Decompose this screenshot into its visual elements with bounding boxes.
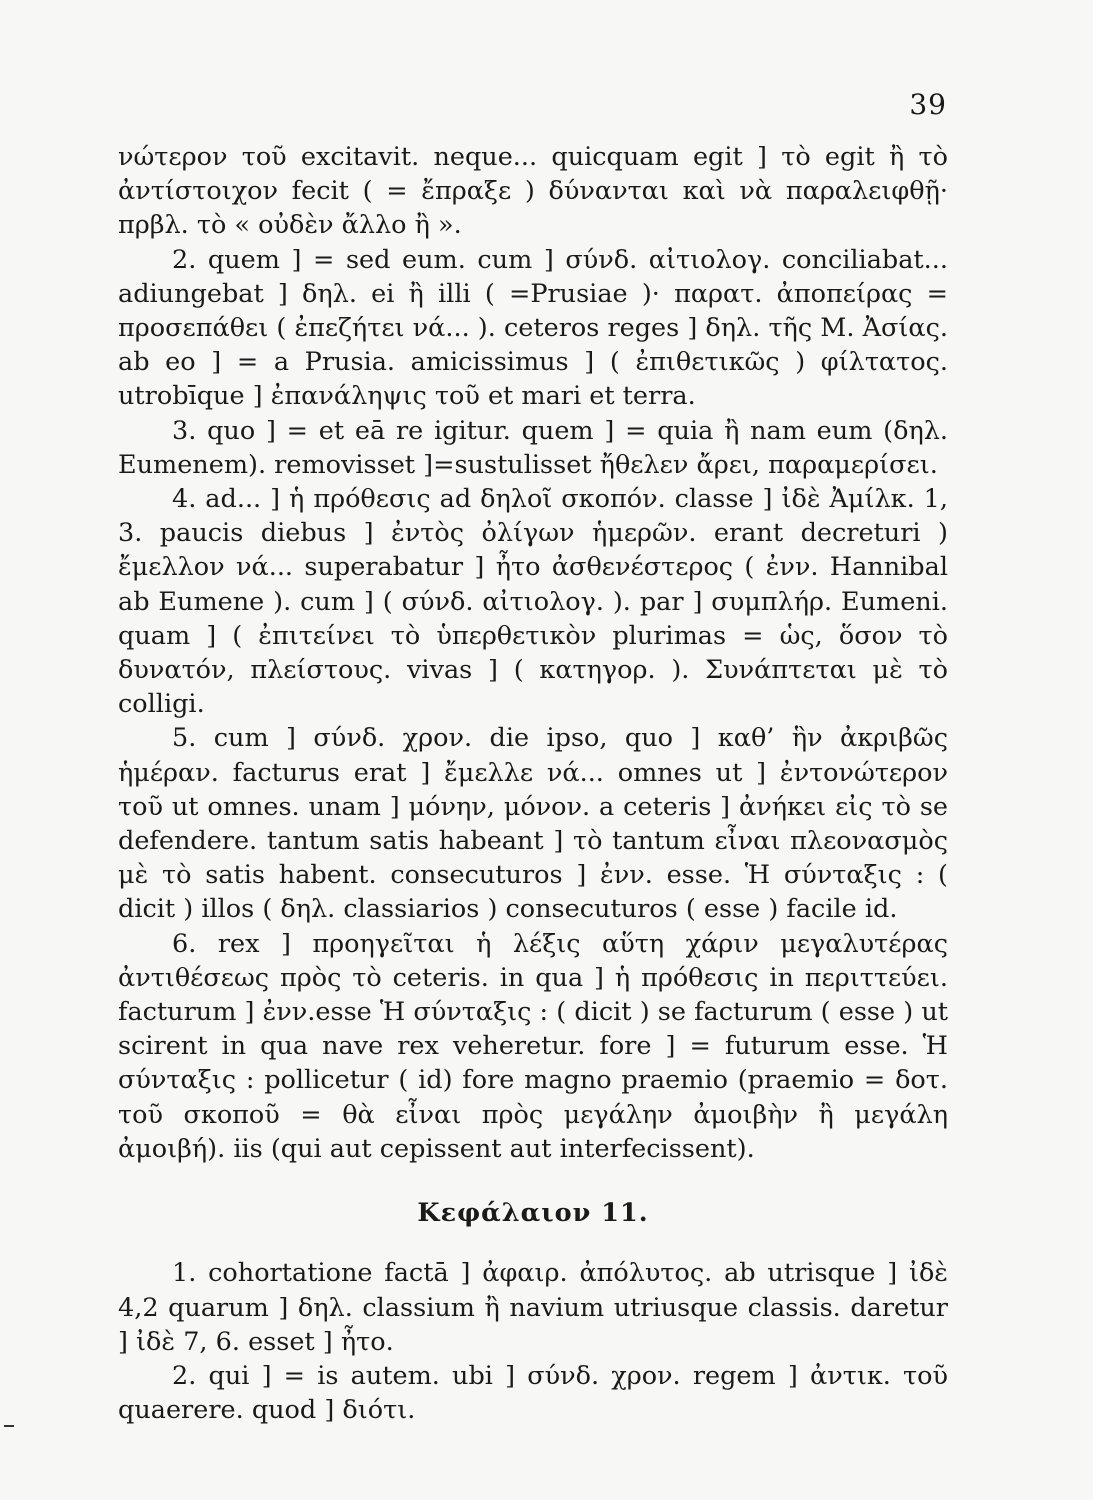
paragraph-note-5: 5. cum ] σύνδ. χρον. die ipso, quo ] καθ’ ἣν ἀκριβῶς ἡμέραν. facturus erat ] ἔμελλε νά... omnes ut ] ἐντονώτερον τοῦ ut omnes. unam ] μόνην, μόνον. a ceteris ] ἀνήκει εἰς τὸ se defendere. tantum satis habeant ] τὸ tantum εἶναι πλεονασμὸς μὲ τὸ satis habent. consecuturos ] ἐνν. esse. Ἡ σύνταξις : ( dicit ) illos ( δηλ. classiarios ) consecuturos ( esse ) facile id.: [118, 723, 948, 925]
chapter-paragraph-1: 1. cohortatione factā ] ἀφαιρ. ἀπόλυτος. ab utrisque ] ἰδὲ 4,2 quarum ] δηλ. classium ἢ navium utriusque classis. daretur ] ἰδὲ 7, 6. esset ] ἦτο.: [118, 1258, 948, 1357]
chapter-paragraph-2: 2. qui ] = is autem. ubi ] σύνδ. χρον. regem ] ἀντικ. τοῦ quaerere. quod ] διότι.: [118, 1360, 948, 1426]
paragraph-note-3: 3. quo ] = et eā re igitur. quem ] = quia ἢ nam eum (δηλ. Eumenem). removisset ]=sustulisset ἤθελεν ἄρει, παραμερίσει.: [118, 415, 948, 480]
paragraph-continuation: νώτερον τοῦ excitavit. neque... quicquam egit ] τὸ egit ἢ τὸ ἀντίστοιχον fecit ( = ἔπραξε ) δύνανται καὶ νὰ παραλειφθῇ· πρβλ. τὸ « οὐδὲν ἄλλο ἢ ».: [118, 142, 948, 241]
margin-mark: [4, 1425, 14, 1427]
paragraph-note-6: 6. rex ] προηγεῖται ἡ λέξις αὕτη χάριν μεγαλυτέρας ἀντιθέσεως πρὸς τὸ ceteris. in qua ] ἡ πρόθεσις in περιττεύει. facturum ] ἐνν.esse Ἡ σύνταξις : ( dicit ) se facturum ( esse ) ut scirent in qua nave rex veheretur. fore ] = futurum esse. Ἡ σύνταξις : pollicetur ( id) fore magno praemio (praemio = δοτ. τοῦ σκοποῦ = θὰ εἶναι πρὸς μεγάλην ἀμοιβὴν ἢ μεγάλη ἀμοιβή). iis (qui aut cepissent aut interfecissent).: [118, 928, 948, 1164]
page-number: 39: [909, 88, 947, 121]
commentary-text: [118, 140, 948, 1427]
paragraph-note-2: 2. quem ] = sed eum. cum ] σύνδ. αἰτιολογ. conciliabat... adiungebat ] δηλ. ei ἢ illi ( =Prusiae )· παρατ. ἀποπείρας = προσεπάθει ( ἐπεζήτει νά... ). ceteros reges ] δηλ. τῆς Μ. Ἀσίας. ab eo ] = a Prusia. amicissimus ] ( ἐπιθετικῶς ) φίλτατος. utrobīque ] ἐπανάληψις τοῦ et mari et terra.: [118, 244, 948, 412]
paragraph-note-4: 4. ad... ] ἡ πρόθεσις ad δηλοῖ σκοπόν. classe ] ἰδὲ Ἀμίλκ. 1, 3. paucis diebus ] ἐντὸς ὀλίγων ἡμερῶν. erant decreturi ) ἔμελλον νά... superabatur ] ἦτο ἀσθενέστερος ( ἐνν. Hannibal ab Eumene ). cum ] ( σύνδ. αἰτιολογ. ). par ] συμπλήρ. Eumeni. quam ] ( ἐπιτείνει τὸ ὑπερθετικὸν plurimas = ὡς, ὅσον τὸ δυνατόν, πλείστους. vivas ] ( κατηγορ. ). Συνάπτεται μὲ τὸ colligi.: [118, 484, 948, 720]
chapter-heading: Κεφάλαιον 11.: [417, 1198, 649, 1229]
